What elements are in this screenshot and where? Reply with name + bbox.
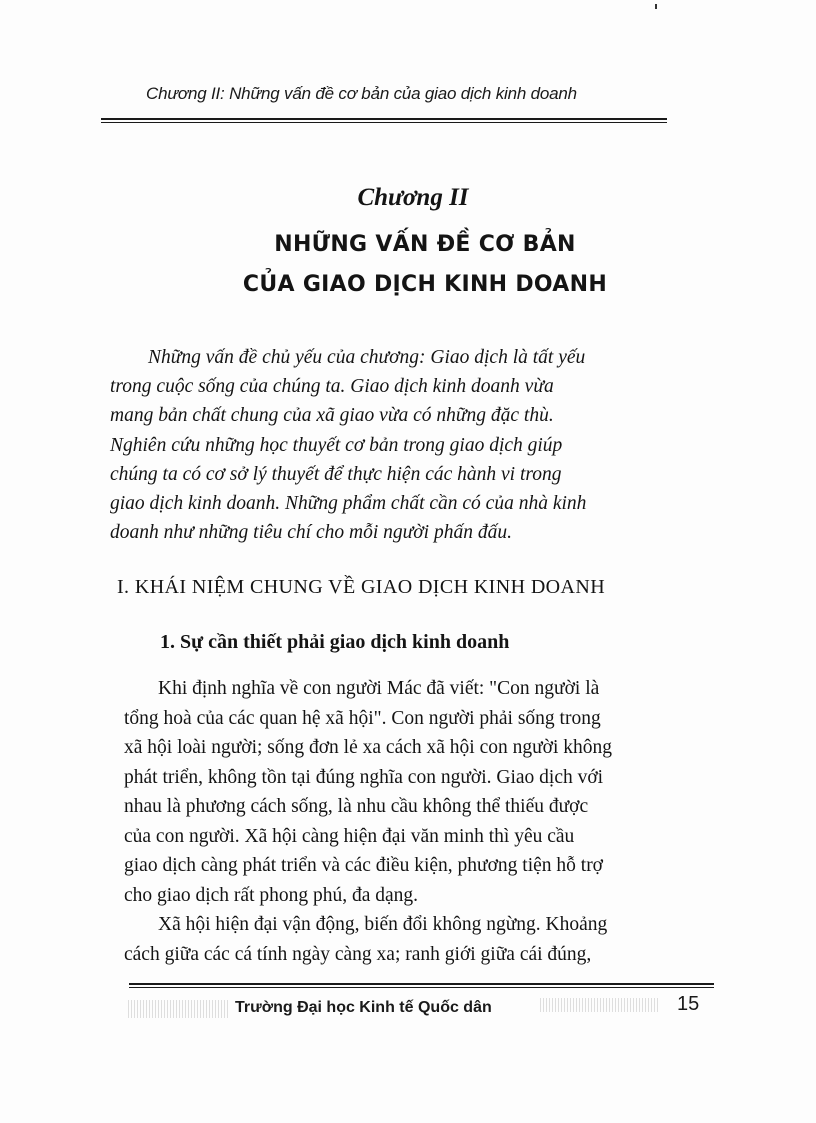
intro-line: trong cuộc sống của chúng ta. Giao dịch kinh doanh vừa <box>110 376 554 398</box>
header-rule <box>101 118 667 120</box>
body-line: cho giao dịch rất phong phú, đa dạng. <box>124 884 419 906</box>
chapter-title-line-2: CỦA GIAO DỊCH KINH DOANH <box>242 272 608 297</box>
intro-line: giao dịch kinh doanh. Những phẩm chất cần có của nhà kinh <box>110 493 587 515</box>
body-line: xã hội loài người; sống đơn lẻ xa cách xã hội con người không <box>124 737 613 758</box>
intro-line: chúng ta có cơ sở lý thuyết để thực hiện các hành vi trong <box>110 463 562 485</box>
scan-noise <box>128 1000 228 1018</box>
chapter-title-line-1: NHỮNG VẤN ĐỀ CƠ BẢN <box>274 232 576 257</box>
footer-rule <box>129 983 714 985</box>
chapter-intro <box>110 343 710 547</box>
body-line: Xã hội hiện đại vận động, biến đổi không ngừng. Khoảng <box>158 914 608 935</box>
section-heading: I. KHÁI NIỆM CHUNG VỀ GIAO DỊCH KINH DOANH <box>117 576 606 598</box>
scan-noise <box>540 998 660 1012</box>
chapter-label: Chương II <box>357 184 469 211</box>
body-line: tổng hoà của các quan hệ xã hội". Con người phải sống trong <box>124 707 601 729</box>
body-line: của con người. Xã hội càng hiện đại văn minh thì yêu cầu <box>124 825 575 847</box>
body-text <box>124 674 724 969</box>
body-line: cách giữa các cá tính ngày càng xa; ranh giới giữa cái đúng, <box>124 943 592 965</box>
body-line: giao dịch càng phát triển và các điều kiện, phương tiện hỗ trợ <box>124 855 603 876</box>
footer-rule-thin <box>129 987 714 988</box>
body-line: Khi định nghĩa về con người Mác đã viết: "Con người là <box>158 678 600 699</box>
scan-mark <box>655 4 657 9</box>
intro-line: Những vấn đề chủ yếu của chương: Giao dịch là tất yếu <box>148 347 586 368</box>
subsection-heading: 1. Sự cần thiết phải giao dịch kinh doanh <box>160 631 510 653</box>
intro-line: doanh như những tiêu chí cho mỗi người phấn đấu. <box>110 522 512 544</box>
header-rule-thin <box>101 122 667 123</box>
body-line: phát triển, không tồn tại đúng nghĩa con người. Giao dịch với <box>124 766 604 788</box>
intro-line: mang bản chất chung của xã giao vừa có những đặc thù. <box>110 405 554 427</box>
footer-institution: Trường Đại học Kinh tế Quốc dân <box>235 999 492 1016</box>
body-line: nhau là phương cách sống, là nhu cầu không thể thiếu được <box>124 796 589 817</box>
intro-line: Nghiên cứu những học thuyết cơ bản trong giao dịch giúp <box>110 434 563 456</box>
running-header: Chương II: Những vấn đề cơ bản của giao dịch kinh doanh <box>146 84 577 103</box>
page-number: 15 <box>677 993 700 1015</box>
